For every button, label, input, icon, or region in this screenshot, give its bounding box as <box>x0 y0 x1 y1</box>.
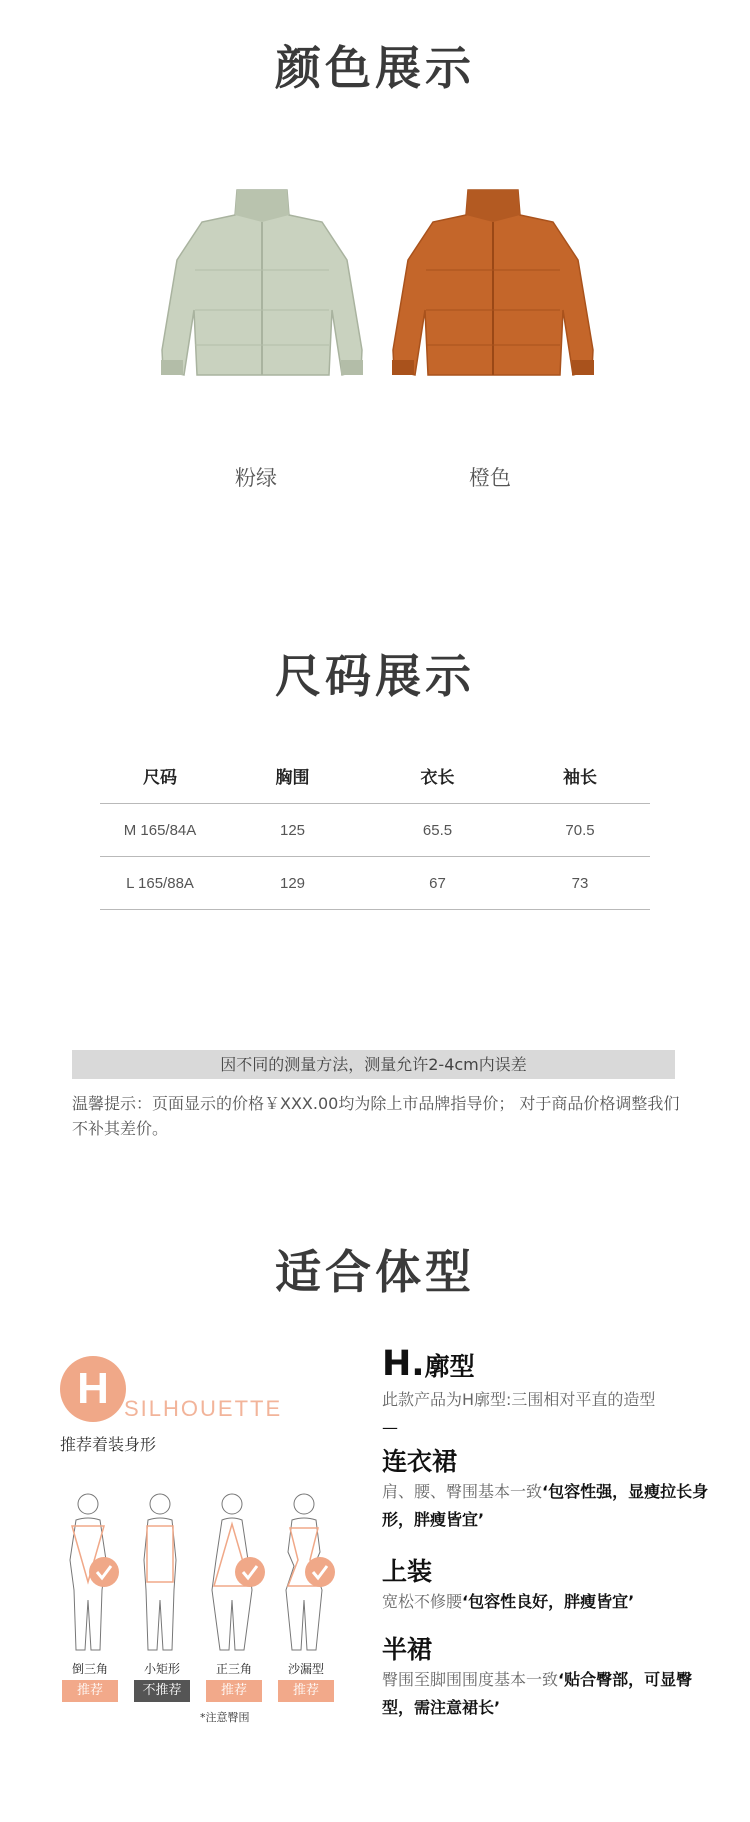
size-table-header <box>100 748 650 804</box>
size-table <box>100 748 650 910</box>
figure-name: 正三角 <box>215 1662 252 1676</box>
profile-title-text: 廓型 <box>424 1352 475 1381</box>
skirt-plain: 臀围至脚围围度基本一致 <box>382 1670 559 1689</box>
chest-cell: 125 <box>279 821 306 839</box>
hip-note: *注意臀围 <box>200 1711 250 1724</box>
price-tips: 温馨提示：页面显示的价格￥XXX.00均为除上市品牌指导价； 对于商品价格调整我们不补其差价。 <box>72 1094 680 1138</box>
figure-name: 倒三角 <box>71 1662 108 1676</box>
top-bold: ‘包容性良好，胖瘦皆宜’ <box>462 1592 635 1611</box>
top-plain: 宽松不修腰 <box>382 1592 463 1611</box>
figure-triangle <box>202 1490 272 1658</box>
size-cell: L 165/88A <box>126 874 194 892</box>
profile-title-letter: H. <box>382 1344 425 1384</box>
figure-name: 小矩形 <box>143 1662 180 1676</box>
color-label-orange: 橙色 <box>469 466 511 490</box>
h-silhouette-logo: H <box>60 1356 126 1422</box>
dress-plain: 肩、腰、臀围基本一致 <box>382 1482 543 1501</box>
recommend-badge: 推荐 <box>278 1680 334 1702</box>
color-section-title: 颜色展示 <box>275 41 475 95</box>
dress-bold: ‘包容性强，显瘦拉长身形，胖瘦皆宜’ <box>382 1482 709 1529</box>
body-section-title: 适合体型 <box>275 1245 475 1299</box>
sleeve-cell: 70.5 <box>565 821 595 839</box>
chest-cell: 129 <box>279 874 306 892</box>
profile-dash: — <box>382 1418 398 1437</box>
measurement-note: 因不同的测量方法，测量允许2-4cm内误差 <box>72 1050 675 1079</box>
recommend-badge: 推荐 <box>62 1680 118 1702</box>
color-label-green: 粉绿 <box>235 466 277 490</box>
skirt-bold: ‘贴合臀部，可显臀型，需注意裙长’ <box>382 1670 693 1717</box>
header-chest: 胸围 <box>275 768 310 788</box>
not-recommend-badge: 不推荐 <box>134 1680 190 1702</box>
length-cell: 65.5 <box>422 821 453 839</box>
recommend-title: 推荐着装身形 <box>60 1435 157 1454</box>
header-sleeve: 袖长 <box>563 768 597 788</box>
profile-title <box>382 1344 475 1384</box>
figure-small-rectangle <box>130 1490 200 1658</box>
jacket-image-orange <box>378 170 608 420</box>
recommend-badge: 推荐 <box>206 1680 262 1702</box>
header-size: 尺码 <box>143 768 177 788</box>
length-cell: 67 <box>429 874 446 892</box>
top-title: 上装 <box>382 1557 433 1586</box>
sleeve-cell: 73 <box>571 874 589 892</box>
profile-desc <box>382 1386 712 1442</box>
dress-desc <box>382 1478 712 1534</box>
figure-hourglass <box>274 1490 344 1658</box>
silhouette-label: SILHOUETTE <box>124 1396 283 1421</box>
header-length: 衣长 <box>420 768 455 788</box>
size-cell: M 165/84A <box>123 821 197 839</box>
skirt-desc <box>382 1666 712 1722</box>
profile-desc-text: 此款产品为H廓型:三围相对平直的造型 <box>382 1390 656 1409</box>
figure-inverted-triangle <box>58 1490 128 1658</box>
table-row <box>100 804 650 857</box>
table-row <box>100 857 650 910</box>
dress-title: 连衣裙 <box>382 1447 458 1476</box>
skirt-title: 半裙 <box>382 1635 433 1664</box>
top-desc <box>382 1588 712 1616</box>
jacket-image-green <box>147 170 377 420</box>
figure-name: 沙漏型 <box>287 1662 324 1676</box>
size-section-title: 尺码展示 <box>275 649 475 703</box>
